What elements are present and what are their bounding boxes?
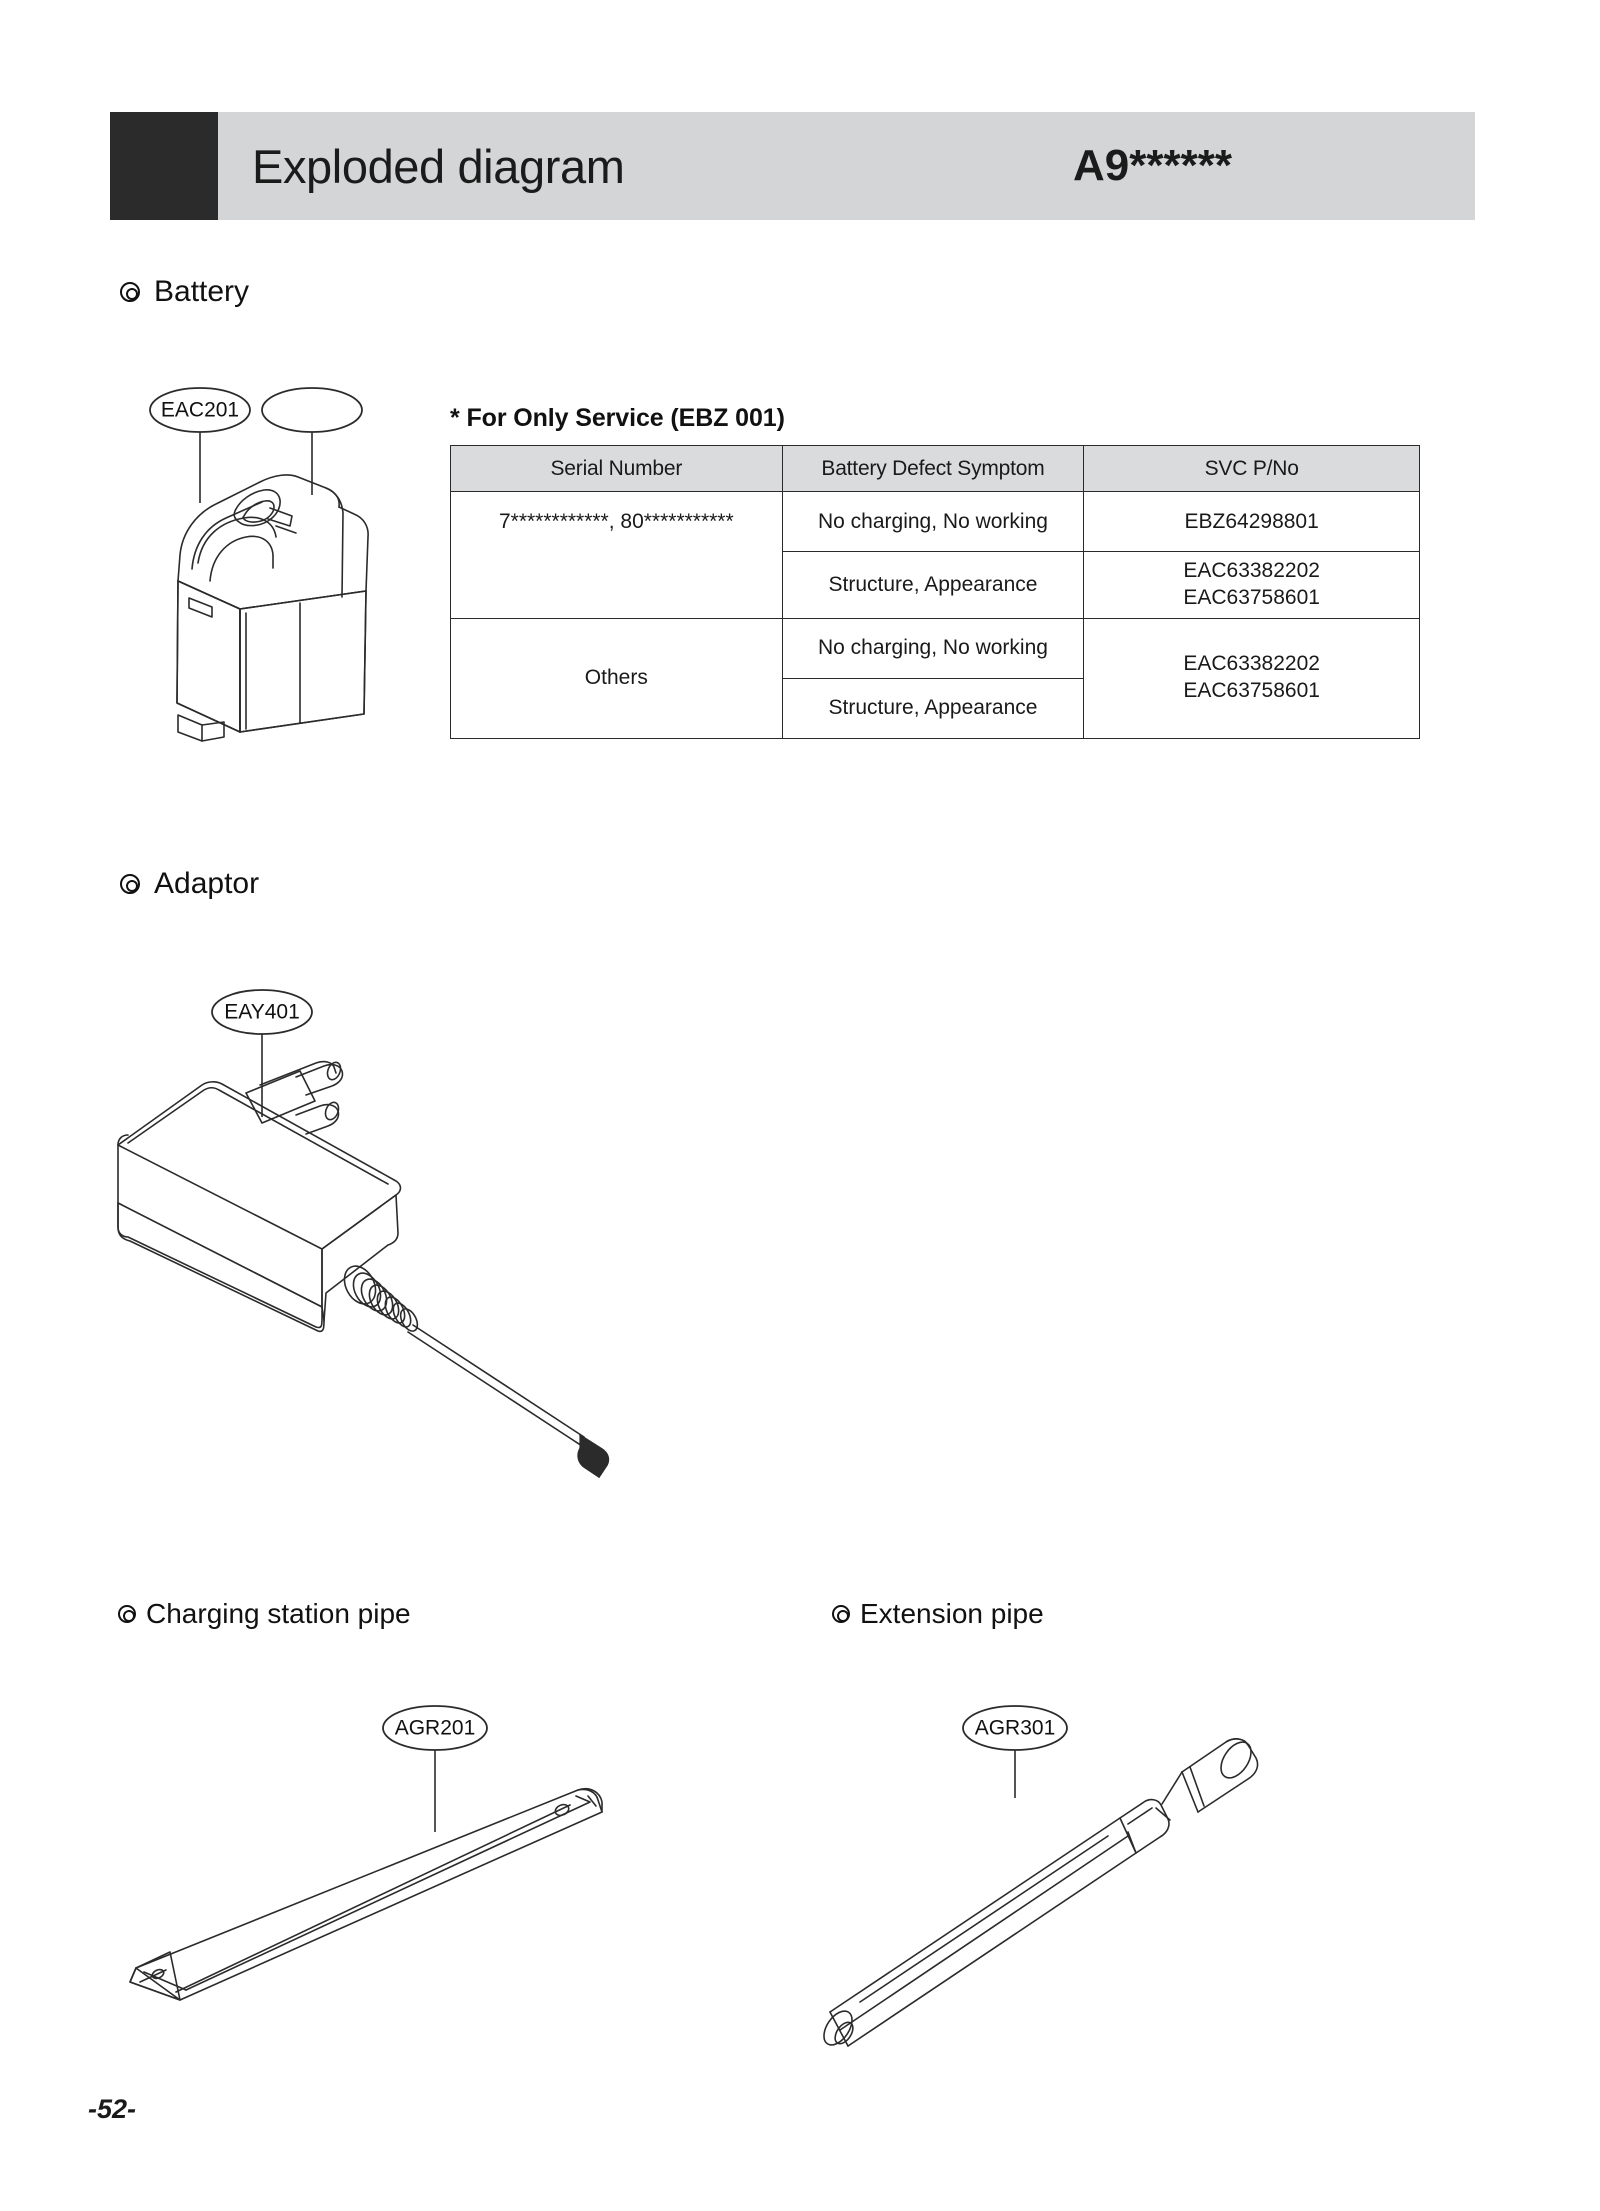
dc-plug-tip [578,1435,608,1477]
cell-svc-pno-1: EBZ64298801 [1084,492,1420,552]
cell-serial-others: Others [451,618,783,738]
column-header-serial-number: Serial Number [451,446,783,492]
service-note: * For Only Service (EBZ 001) [450,404,785,432]
section-label-extension-pipe: Extension pipe [860,1598,1044,1629]
cell-serial-range: 7************, 80*********** [451,492,783,619]
cell-symptom-structure-1: Structure, Appearance [782,552,1084,619]
section-label-battery: Battery [154,275,250,308]
table-header-row [451,446,1420,492]
page-title: Exploded diagram [252,139,625,193]
section-heading-extension-pipe [832,1598,1044,1630]
charging-station-pipe-illustration [110,1700,730,2030]
callout-ellipse-empty [262,388,362,432]
adaptor-illustration [110,985,810,1505]
callout-label-eay401: EAY401 [224,1000,300,1024]
section-label-charging-station-pipe: Charging station pipe [146,1598,411,1629]
model-number: A9****** [1073,141,1232,190]
section-label-adaptor: Adaptor [154,867,260,900]
double-circle-bullet-icon [832,1605,850,1623]
battery-illustration [140,385,420,775]
page-header [110,112,1475,220]
extension-pipe-illustration [790,1700,1440,2030]
table-row [451,618,1420,678]
cell-symptom-structure-2: Structure, Appearance [782,678,1084,738]
section-heading-battery [120,275,249,309]
header-bar [218,112,1475,220]
column-header-defect-symptom: Battery Defect Symptom [782,446,1084,492]
callout-label-agr201: AGR201 [394,1716,476,1740]
cell-svc-pno-3: EAC63382202 EAC63758601 [1084,618,1420,738]
section-heading-adaptor [120,867,259,901]
double-circle-bullet-icon [120,282,140,302]
battery-service-table [450,445,1420,739]
callout-label-eac201: EAC201 [160,398,240,422]
section-heading-charging-station-pipe [118,1598,411,1630]
column-header-svc-pno: SVC P/No [1084,446,1420,492]
double-circle-bullet-icon [118,1605,136,1623]
cell-svc-pno-2: EAC63382202 EAC63758601 [1084,552,1420,619]
callout-label-agr301: AGR301 [974,1716,1056,1740]
page-number: -52- [88,2094,137,2124]
cell-symptom-no-charging-1: No charging, No working [782,492,1084,552]
header-accent-square [110,112,218,220]
table-row [451,492,1420,552]
double-circle-bullet-icon [120,874,140,894]
cell-symptom-no-charging-2: No charging, No working [782,618,1084,678]
